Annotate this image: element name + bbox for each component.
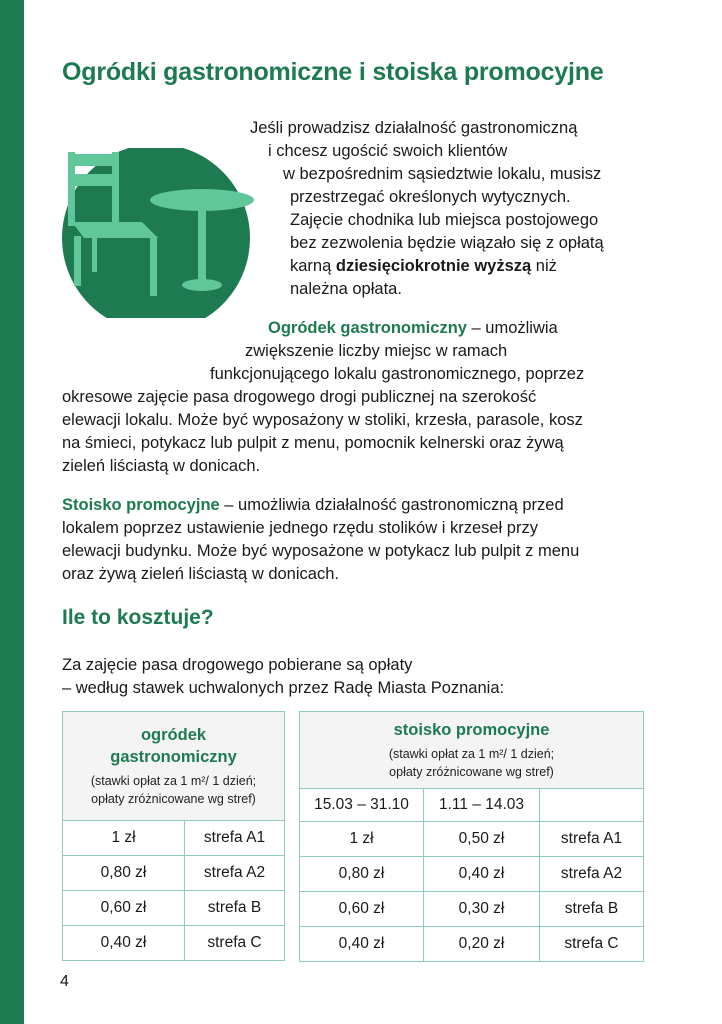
cafe-furniture-illustration <box>62 148 262 318</box>
intro-line: należna opłata. <box>290 280 402 298</box>
stoisko-line <box>62 494 564 517</box>
period-cell: 15.03 – 31.10 <box>300 789 424 822</box>
table-row <box>63 926 285 961</box>
page-title: Ogródki gastronomiczne i stoiska promocyjne <box>62 58 604 86</box>
empty-cell <box>540 789 644 822</box>
intro-text: niż <box>531 257 557 275</box>
table-note: (stawki opłat za 1 m²/ 1 dzień; <box>388 747 555 761</box>
ogrodek-line: funkcjonującego lokalu gastronomicznego, poprzez <box>210 365 585 383</box>
page-number: 4 <box>60 973 69 990</box>
cost-heading: Ile to kosztuje? <box>62 606 214 629</box>
stoisko-text: – umożliwia działalność gastronomiczną przed <box>219 496 564 514</box>
price-cell: 0,60 zł <box>63 891 185 926</box>
stoisko-rates-table <box>299 711 644 962</box>
table-row <box>300 857 644 892</box>
table-title: stoisko promocyjne <box>393 721 550 739</box>
intro-line: bez zezwolenia będzie wiązało się z opłatą <box>290 234 604 252</box>
table-note: opłaty zróżnicowane wg stref) <box>91 792 256 806</box>
table-row <box>63 891 285 926</box>
stoisko-line: oraz żywą zieleń liściastą w donicach. <box>62 565 339 583</box>
zone-cell: strefa A2 <box>540 857 644 892</box>
ogrodek-line: okresowe zajęcie pasa drogowego drogi publicznej na szerokość <box>62 388 537 406</box>
zone-cell: strefa B <box>185 891 285 926</box>
intro-line <box>290 255 557 278</box>
zone-cell: strefa A1 <box>185 821 285 856</box>
table-header-row <box>300 712 644 789</box>
intro-text: karną <box>290 257 336 275</box>
intro-bold-text: dziesięciokrotnie wyższą <box>335 257 532 275</box>
table-row <box>300 822 644 857</box>
table-row <box>300 927 644 962</box>
zone-cell: strefa A2 <box>185 856 285 891</box>
price-cell: 0,30 zł <box>424 892 540 927</box>
zone-cell: strefa B <box>540 892 644 927</box>
ogrodek-line: elewacji lokalu. Może być wyposażony w stoliki, krzesła, parasole, kosz <box>62 411 583 429</box>
stoisko-term: Stoisko promocyjne <box>62 496 220 514</box>
intro-line: Zajęcie chodnika lub miejsca postojowego <box>290 211 599 229</box>
table-title: ogródek <box>140 726 207 744</box>
ogrodek-term: Ogródek gastronomiczny <box>268 319 467 337</box>
price-cell: 0,80 zł <box>63 856 185 891</box>
price-cell: 1 zł <box>300 822 424 857</box>
ogrodek-line: zwiększenie liczby miejsc w ramach <box>245 342 508 360</box>
zone-cell: strefa C <box>185 926 285 961</box>
table-period-row <box>300 789 644 822</box>
ogrodek-rates-table <box>62 711 285 961</box>
price-cell: 0,40 zł <box>424 857 540 892</box>
ogrodek-line: zieleń liściastą w donicach. <box>62 457 261 475</box>
table-note: (stawki opłat za 1 m²/ 1 dzień; <box>90 774 257 788</box>
price-cell: 0,80 zł <box>300 857 424 892</box>
price-cell: 0,20 zł <box>424 927 540 962</box>
price-cell: 0,60 zł <box>300 892 424 927</box>
price-cell: 1 zł <box>63 821 185 856</box>
intro-line: Jeśli prowadzisz działalność gastronomiczną <box>250 119 578 137</box>
price-cell: 0,50 zł <box>424 822 540 857</box>
ogrodek-line <box>268 317 558 340</box>
intro-line: i chcesz ugościć swoich klientów <box>268 142 508 160</box>
table-row <box>63 821 285 856</box>
table-header-row <box>63 712 285 821</box>
zone-cell: strefa A1 <box>540 822 644 857</box>
ogrodek-line: na śmieci, potykacz lub pulpit z menu, pomocnik kelnerski oraz żywą <box>62 434 564 452</box>
ogrodek-text: – umożliwia <box>466 319 558 337</box>
table-row <box>63 856 285 891</box>
table-header-cell <box>63 712 285 821</box>
stoisko-line: lokalem poprzez ustawienie jednego rzędu stolików i krzeseł przy <box>62 519 538 537</box>
table-row <box>300 892 644 927</box>
cost-intro-line: – według stawek uchwalonych przez Radę Miasta Poznania: <box>62 679 505 697</box>
intro-line: przestrzegać określonych wytycznych. <box>290 188 571 206</box>
price-cell: 0,40 zł <box>300 927 424 962</box>
period-cell: 1.11 – 14.03 <box>424 789 540 822</box>
intro-line: w bezpośrednim sąsiedztwie lokalu, musisz <box>283 165 602 183</box>
stoisko-line: elewacji budynku. Może być wyposażone w potykacz lub pulpit z menu <box>62 542 580 560</box>
side-accent-bar <box>0 0 24 1024</box>
cost-intro-line: Za zajęcie pasa drogowego pobierane są opłaty <box>62 656 413 674</box>
zone-cell: strefa C <box>540 927 644 962</box>
table-title: gastronomiczny <box>110 748 237 766</box>
table-note: opłaty zróżnicowane wg stref) <box>389 765 554 779</box>
table-header-cell <box>300 712 644 789</box>
price-cell: 0,40 zł <box>63 926 185 961</box>
